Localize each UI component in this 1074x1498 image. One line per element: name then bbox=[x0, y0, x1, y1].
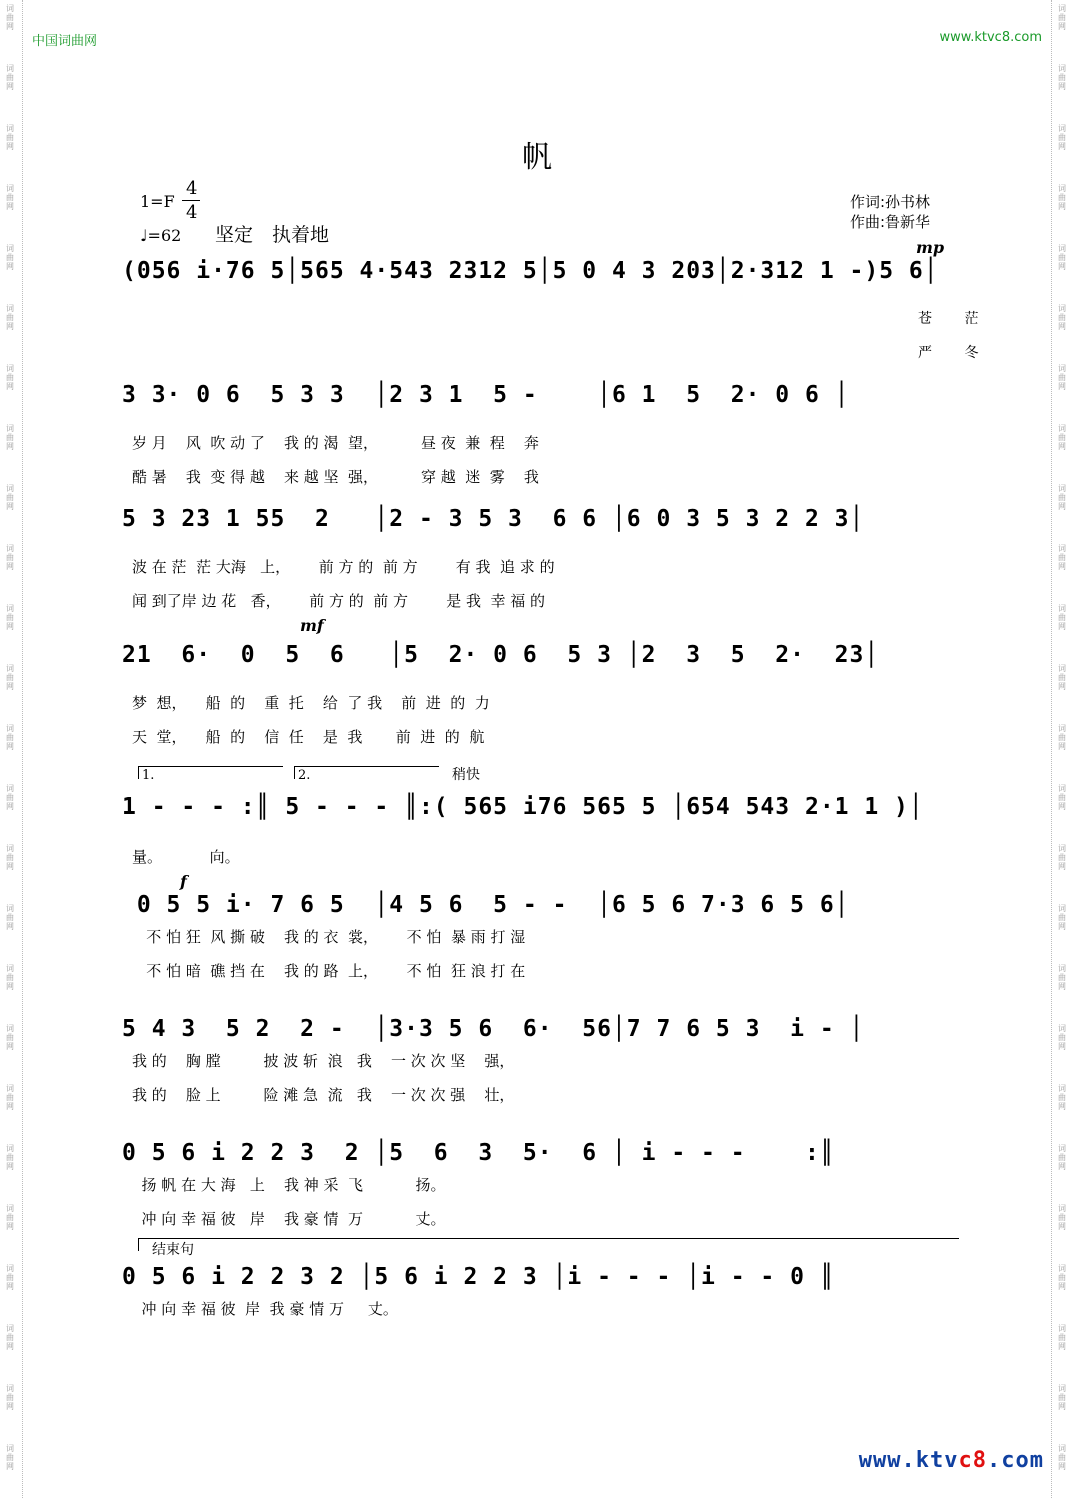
watermark-mark: 词 曲 网 bbox=[6, 1384, 14, 1411]
row-6-lyric-verse-1: 不 怕 狂 风 撕 破 我 的 衣 裳， 不 怕 暴 雨 打 湿 bbox=[132, 928, 526, 946]
composer-credit: 作曲:鲁新华 bbox=[850, 213, 931, 231]
lyricist-credit: 作词:孙书林 bbox=[850, 193, 931, 211]
song-title: 帆 bbox=[522, 140, 552, 175]
watermark-mark: 词 曲 网 bbox=[6, 244, 14, 271]
watermark-mark: 词 曲 网 bbox=[1058, 1444, 1066, 1471]
watermark-mark: 词 曲 网 bbox=[1058, 1024, 1066, 1051]
watermark-mark: 词 曲 网 bbox=[1058, 484, 1066, 511]
score-row-3-notes: 5 3 23 1 55 2 │2 - 3 5 3 6 6 │6 0 3 5 3 2 2 3│ bbox=[122, 506, 865, 532]
score-row-9-notes: 0 5 6 i 2 2 3 2 │5 6 i 2 2 3 │i - - - │i - - 0 ║ bbox=[122, 1264, 835, 1290]
watermark-mark: 词 曲 网 bbox=[1058, 1084, 1066, 1111]
score-row-6-notes: 0 5 5 i· 7 6 5 │4 5 6 5 - - │6 5 6 7·3 6 5 6│ bbox=[122, 892, 850, 918]
watermark-mark: 词 曲 网 bbox=[6, 784, 14, 811]
row-3-lyric-verse-1: 波 在 茫 茫 大海 上， 前 方 的 前 方 有 我 追 求 的 bbox=[132, 558, 555, 576]
watermark-mark: 词 曲 网 bbox=[6, 484, 14, 511]
watermark-mark: 词 曲 网 bbox=[1058, 4, 1066, 31]
row-4-lyric-verse-2: 天 堂， 船 的 信 任 是 我 前 进 的 航 bbox=[132, 728, 485, 746]
watermark-mark: 词 曲 网 bbox=[1058, 844, 1066, 871]
pickup-lyric-2: 严 冬 bbox=[918, 345, 993, 361]
row-3-lyric-verse-2: 闻 到了岸 边 花 香， 前 方 的 前 方 是 我 幸 福 的 bbox=[132, 592, 546, 610]
watermark-mark: 词 曲 网 bbox=[1058, 964, 1066, 991]
ending-bracket bbox=[138, 1238, 959, 1251]
watermark-mark: 词 曲 网 bbox=[1058, 64, 1066, 91]
logo-part-1: www.ktv bbox=[858, 1448, 959, 1473]
time-signature-bottom: 4 bbox=[186, 202, 198, 223]
row-2-lyric-verse-1: 岁 月 风 吹 动 了 我 的 渴 望， 昼 夜 兼 程 奔 bbox=[132, 434, 539, 452]
watermark-mark: 词 曲 网 bbox=[1058, 784, 1066, 811]
watermark-mark: 词 曲 网 bbox=[1058, 1144, 1066, 1171]
watermark-mark: 词 曲 网 bbox=[1058, 184, 1066, 211]
watermark-mark: 词 曲 网 bbox=[6, 664, 14, 691]
watermark-mark: 词 曲 网 bbox=[1058, 124, 1066, 151]
watermark-mark: 词 曲 网 bbox=[1058, 1204, 1066, 1231]
row-6-lyric-verse-2: 不 怕 暗 礁 挡 在 我 的 路 上， 不 怕 狂 浪 打 在 bbox=[132, 962, 526, 980]
watermark-mark: 词 曲 网 bbox=[6, 1444, 14, 1471]
watermark-mark: 词 曲 网 bbox=[1058, 1384, 1066, 1411]
left-watermark-strip bbox=[0, 0, 23, 1498]
tempo-marking: ♩=62 bbox=[140, 226, 182, 245]
score-row-1-notes: (056 i·76 5│565 4·543 2312 5│5 0 4 3 203│2·312 1 -)5 6│ bbox=[122, 258, 939, 284]
watermark-mark: 词 曲 网 bbox=[6, 4, 14, 31]
row-4-lyric-verse-1: 梦 想， 船 的 重 托 给 了 我 前 进 的 力 bbox=[132, 694, 490, 712]
score-row-2-notes: 3 3· 0 6 5 3 3 │2 3 1 5 - │6 1 5 2· 0 6 │ bbox=[122, 382, 850, 408]
watermark-mark: 词 曲 网 bbox=[1058, 304, 1066, 331]
watermark-mark: 词 曲 网 bbox=[1058, 244, 1066, 271]
score-row-7-notes: 5 4 3 5 2 2 - │3·3 5 6 6· 56│7 7 6 5 3 i - │ bbox=[122, 1016, 865, 1042]
watermark-mark: 词 曲 网 bbox=[1058, 364, 1066, 391]
row-9-lyric: 冲 向 幸 福 彼 岸 我 豪 情 万 丈。 bbox=[132, 1300, 398, 1318]
row-2-lyric-verse-2: 酷 暑 我 变 得 越 来 越 坚 强， 穿 越 迷 雾 我 bbox=[132, 468, 539, 486]
watermark-mark: 词 曲 网 bbox=[1058, 544, 1066, 571]
volta-second-bracket bbox=[294, 766, 439, 779]
watermark-mark: 词 曲 网 bbox=[1058, 724, 1066, 751]
dynamic-f: f bbox=[180, 872, 187, 891]
row-7-lyric-verse-1: 我 的 胸 膛 披 波 斩 浪 我 一 次 次 坚 强， bbox=[132, 1052, 515, 1070]
time-signature-line bbox=[182, 200, 200, 201]
watermark-mark: 词 曲 网 bbox=[6, 124, 14, 151]
score-row-4-notes: 21 6· 0 5 6 │5 2· 0 6 5 3 │2 3 5 2· 23│ bbox=[122, 642, 880, 668]
watermark-mark: 词 曲 网 bbox=[6, 1084, 14, 1111]
watermark-mark: 词 曲 网 bbox=[1058, 904, 1066, 931]
watermark-mark: 词 曲 网 bbox=[6, 544, 14, 571]
score-row-8-notes: 0 5 6 i 2 2 3 2 │5 6 3 5· 6 │ i - - - :║ bbox=[122, 1140, 835, 1166]
watermark-mark: 词 曲 网 bbox=[6, 184, 14, 211]
tempo-change-label: 稍快 bbox=[452, 767, 480, 783]
watermark-mark: 词 曲 网 bbox=[6, 1324, 14, 1351]
watermark-mark: 词 曲 网 bbox=[6, 724, 14, 751]
row-8-lyric-verse-2: 冲 向 幸 福 彼 岸 我 豪 情 万 丈。 bbox=[132, 1210, 446, 1228]
watermark-mark: 词 曲 网 bbox=[6, 1024, 14, 1051]
logo-part-3: .com bbox=[987, 1448, 1044, 1473]
volta-first-label: 1. bbox=[142, 768, 155, 783]
watermark-mark: 词 曲 网 bbox=[6, 604, 14, 631]
watermark-mark: 词 曲 网 bbox=[1058, 1264, 1066, 1291]
dynamic-mp: mp bbox=[916, 238, 945, 257]
pickup-lyric-1: 苍 茫 bbox=[918, 311, 993, 327]
logo-part-2: c8 bbox=[958, 1448, 988, 1473]
site-name-left[interactable]: 中国词曲网 bbox=[32, 34, 98, 49]
volta-second-label: 2. bbox=[298, 768, 311, 783]
row-7-lyric-verse-2: 我 的 脸 上 险 滩 急 流 我 一 次 次 强 壮， bbox=[132, 1086, 515, 1104]
watermark-mark: 词 曲 网 bbox=[1058, 424, 1066, 451]
dynamic-mf: mf bbox=[300, 616, 324, 635]
row-5-lyric: 量。 向。 bbox=[132, 848, 240, 866]
watermark-mark: 词 曲 网 bbox=[6, 844, 14, 871]
watermark-mark: 词 曲 网 bbox=[6, 1144, 14, 1171]
watermark-mark: 词 曲 网 bbox=[1058, 664, 1066, 691]
watermark-mark: 词 曲 网 bbox=[1058, 1324, 1066, 1351]
watermark-mark: 词 曲 网 bbox=[6, 304, 14, 331]
key-signature: 1=F bbox=[140, 192, 175, 211]
watermark-mark: 词 曲 网 bbox=[6, 64, 14, 91]
watermark-mark: 词 曲 网 bbox=[1058, 604, 1066, 631]
watermark-mark: 词 曲 网 bbox=[6, 964, 14, 991]
right-watermark-strip bbox=[1051, 0, 1074, 1498]
watermark-mark: 词 曲 网 bbox=[6, 364, 14, 391]
watermark-mark: 词 曲 网 bbox=[6, 1204, 14, 1231]
watermark-mark: 词 曲 网 bbox=[6, 904, 14, 931]
watermark-mark: 词 曲 网 bbox=[6, 1264, 14, 1291]
score-row-5-notes: 1 - - - :║ 5 - - - ║:( 565 i76 565 5 │654 543 2·1 1 )│ bbox=[122, 794, 924, 820]
footer-logo[interactable] bbox=[859, 1448, 1044, 1473]
expression-marking: 坚定 执着地 bbox=[215, 224, 330, 246]
row-8-lyric-verse-1: 扬 帆 在 大 海 上 我 神 采 飞 扬。 bbox=[132, 1176, 446, 1194]
site-url-right[interactable]: www.ktvc8.com bbox=[939, 30, 1042, 45]
volta-first-bracket bbox=[138, 766, 283, 779]
ending-label: 结束句 bbox=[152, 1242, 194, 1258]
watermark-mark: 词 曲 网 bbox=[6, 424, 14, 451]
time-signature-top: 4 bbox=[186, 178, 198, 199]
